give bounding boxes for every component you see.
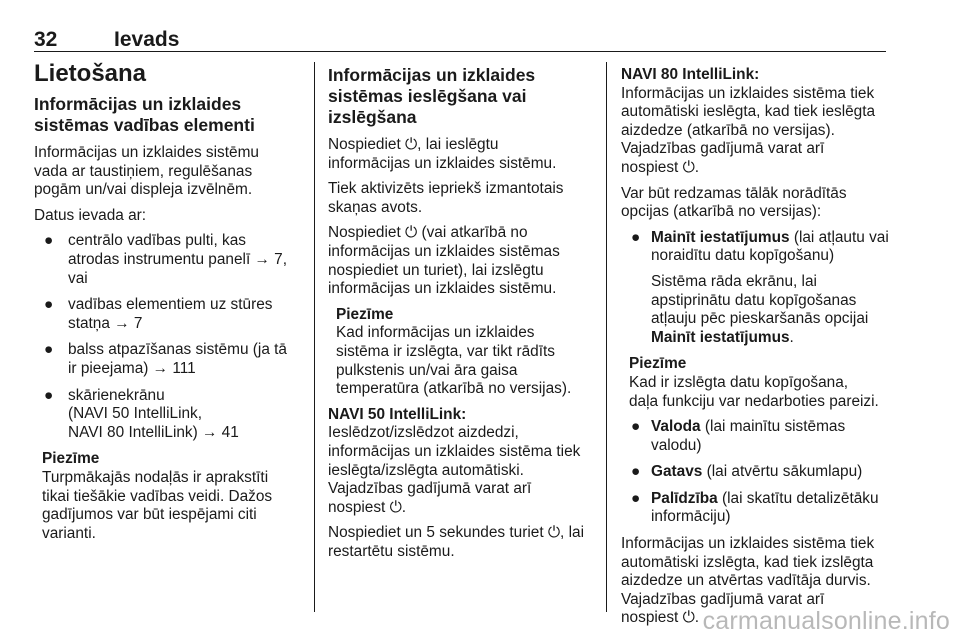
paragraph-power-on: Nospiediet ⏻, lai ieslēgtu informācijas un izklaides sistēmu. [328, 136, 557, 172]
list-item: ● Palīdzība (lai skatītu detalizētāku informāciju) [631, 489, 879, 526]
note-heading: Piezīme [629, 355, 687, 373]
bullet-icon: ● [44, 296, 54, 314]
list-item: ● skārienekrānu (NAVI 50 IntelliLink, NAVI 80 IntelliLink) → 41 [44, 386, 239, 441]
list-item: ● centrālo vadības pulti, kas atrodas instrumentu panelī → 7, vai [44, 232, 288, 287]
list-item: ● Mainīt iestatījumus (lai atļautu vai noraidītu datu kopīgošanu) Sistēma rāda ekrānu, lai apstiprinātu datu kopīgošanas atļauju pēc pieskaršanās opcijai Mainīt iestatījumus. [631, 228, 889, 346]
paragraph-source: Tiek aktivizēts iepriekš izmantotais skaņas avots. [328, 180, 564, 216]
list-item: ● Gatavs (lai atvērtu sākumlapu) [631, 463, 863, 481]
heading-lietosana: Lietošana [34, 60, 147, 87]
note-box: Piezīme Turpmākajās nodaļās ir aprakstīti tikai tiešākie vadības veidi. Dažos gadījumos var būt iespējami citi varianti. [34, 450, 304, 543]
paragraph-restart: Nospiediet un 5 sekundes turiet ⏻, lai restartētu sistēmu. [328, 524, 585, 560]
watermark: carmanualsonline.info [702, 607, 950, 635]
paragraph-power-off: Nospiediet ⏻ (vai atkarībā no informācijas un izklaides sistēmas nospiediet un turiet), lai izslēgtu informācijas un izklaides sistēmu. [328, 224, 560, 298]
note-heading: Piezīme [336, 305, 394, 323]
paragraph-options: Var būt redzamas tālāk norādītās opcijas (atkarībā no versijas): [621, 184, 847, 221]
column-divider-1 [314, 62, 315, 612]
bullet-icon: ● [631, 228, 641, 246]
list-item: ● balss atpazīšanas sistēmu (ja tā ir pieejama) → 111 [44, 341, 287, 377]
header-rule [34, 51, 886, 52]
list-item: ● Valoda (lai mainītu sistēmas valodu) [631, 418, 846, 454]
note-heading: Piezīme [42, 450, 100, 468]
heading-power: Informācijas un izklaides sistēmas ieslēgšana vai izslēgšana [328, 65, 536, 127]
note-box: Piezīme Kad informācijas un izklaides sistēma ir izslēgta, var tikt rādīts pulkstenis un/vai āra gaisa temperatūra (atkarībā no versijas). [328, 306, 598, 399]
paragraph-input: Datus ievada ar: [34, 206, 147, 224]
heading-controls: Informācijas un izklaides sistēmas vadības elementi [34, 94, 255, 135]
paragraph-intro: Informācijas un izklaides sistēmu vada ar taustiņiem, regulēšanas pogām un/vai displeja izvēlnēm. [34, 144, 259, 199]
paragraph-navi80: NAVI 80 IntelliLink: Informācijas un izklaides sistēma tiek automātiski ieslēgta, kad tiek ieslēgta aizdedze (atkarībā no versijas). Vajadzības gadījumā varat arī nospiest ⏻. [621, 66, 876, 176]
paragraph-navi50: NAVI 50 IntelliLink: Ieslēdzot/izslēdzot aizdedzi, informācijas un izklaides sistēma tiek ieslēgta/izslēgta automātiski. Vajadzības gadījumā varat arī nospiest ⏻. [328, 405, 581, 516]
column-1 [34, 60, 304, 550]
bullet-icon: ● [631, 418, 641, 436]
list-item: ● vadības elementiem uz stūres statņa → 7 [44, 296, 273, 332]
bullet-icon: ● [631, 489, 641, 507]
column-divider-2 [606, 62, 607, 612]
page-number: 32 [34, 28, 58, 51]
bullet-icon: ● [631, 463, 641, 481]
note-box: Piezīme Kad ir izslēgta datu kopīgošana, daļa funkciju var nedarboties pareizi. [621, 355, 891, 411]
bullet-icon: ● [44, 232, 54, 250]
bullet-icon: ● [44, 341, 54, 359]
paragraph-auto-off: Informācijas un izklaides sistēma tiek automātiski izslēgta, kad tiek izslēgta aizdedze un atvērtas vadītāja durvis. Vajadzības gadījumā varat arī nospiest ⏻. [621, 535, 875, 627]
column-2 [328, 60, 598, 568]
bullet-icon: ● [44, 386, 54, 404]
column-3 [621, 66, 891, 635]
section-title: Ievads [114, 28, 180, 51]
